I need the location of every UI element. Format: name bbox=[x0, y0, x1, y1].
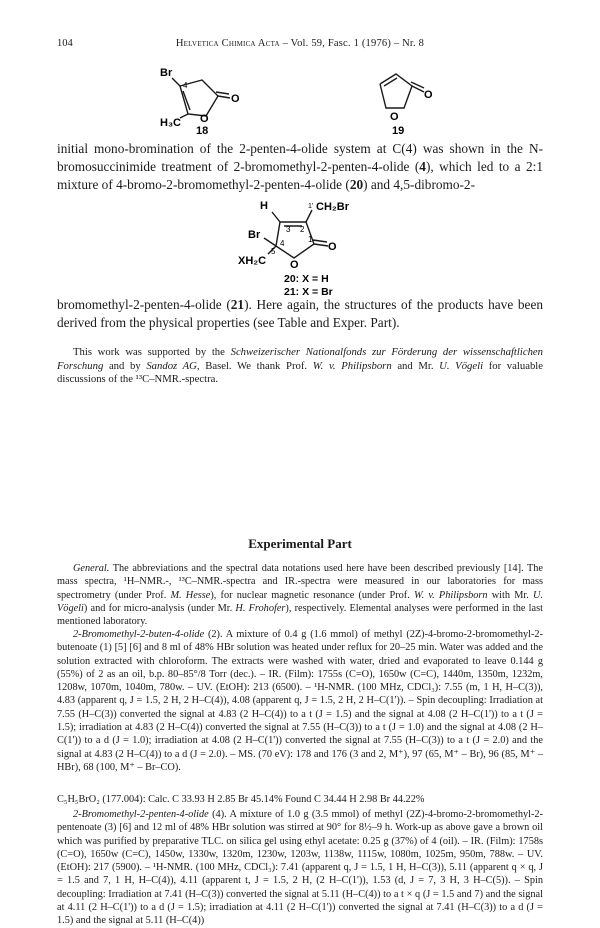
general-person: W. v. Philipsborn bbox=[413, 589, 488, 601]
carbonyl-oxygen-label: O bbox=[424, 89, 433, 101]
compound-ref: 20 bbox=[349, 177, 364, 192]
ring-oxygen-label: O bbox=[390, 111, 399, 123]
journal-citation bbox=[57, 38, 543, 49]
running-header bbox=[57, 38, 543, 54]
ring-oxygen-label: O bbox=[290, 259, 299, 271]
journal-name: Helvetica Chimica Acta bbox=[175, 38, 280, 49]
ack-text: and Mr. bbox=[391, 359, 440, 372]
general-person: M. Hesse bbox=[170, 589, 211, 601]
position-4-label: 4 bbox=[280, 239, 285, 248]
ack-funder: Schweizerischer Nationalfonds zur Förderung der wissenschaftlichen Forschung bbox=[57, 346, 544, 372]
ack-text: for valuable discussions of the ¹³C–NMR.-spectra. bbox=[57, 359, 543, 385]
ack-person: W. v. Philipsborn bbox=[312, 359, 392, 372]
general-text: ), respectively. Elemental analyses were performed in the last mentioned laboratory. bbox=[57, 602, 543, 628]
compound-number-18: 18 bbox=[196, 125, 209, 136]
position-1-label: 1 bbox=[308, 235, 313, 244]
general-person: H. Frohofer bbox=[235, 602, 286, 614]
compound-label-21: 21: X = Br bbox=[284, 286, 333, 296]
compound-number-19: 19 bbox=[392, 125, 405, 136]
body-paragraph-1 bbox=[57, 140, 543, 194]
carbonyl-oxygen-label: O bbox=[231, 93, 240, 105]
general-person: U. Vögeli bbox=[57, 589, 543, 614]
ack-company: Sandoz AG bbox=[146, 359, 197, 372]
position-5-label: 5 bbox=[271, 247, 276, 256]
para1-text-a: initial mono-bromination of the 2-penten-4-olide system at C(4) was shown in the N-bromosuccinimide treatment of 2-bromomethyl-2-penten-4-olide ( bbox=[57, 141, 543, 174]
ack-text: , Basel. We thank Prof. bbox=[196, 359, 313, 372]
structure-18 bbox=[150, 58, 250, 136]
compound-4-text: (4). A mixture of 1.0 g (3.5 mmol) of methyl (2Z)-4-bromo-2-bromomethyl-2-pentenoate (3) [6] and 12 ml of 48% HBr solution was stirred at 90° for 8½–9 h. Work-up as above gave a brown oil which was purified by preparative TLC. on silica gel using ethyl acetate: 0.25 g (37%) of 4 (oil). – IR. (Film): 1758s (C=O), 1650w (C=C), 1450w, 1330w, 1320m, 1230w, 1203w, 1138w, 1115w, 1080m, 1025m, 950m, 788w. – UV. (EtOH): 217 (5900). – ¹H-NMR. (100 MHz, CDCl₃): 7.41 (apparent q, J = 1.5, 1 H, H–C(3)), 5.11 (apparent q × q, J = 1.5 and 7, 1 H, H–C(4)), 4.11 (apparent t, J = 1.5, 2 H, (2 H–C(1')), 1.53 (d, J = 7, 3 H, 3 H–C(5)). – Spin decoupling: Irradiation at 7.41 (H–C(3)) converted the signal at 5.11 (H–C(4)) to a t × q (J = 1.5 and 7) and the signal at 4.11 (2 H–C(1')) to a d (J = 1.5); irradiation at 4.11 (2 H–C(1')) converted the signal at 7.41 (H–C(3)) to a d (J = 1.5) and the signal at 5.11 (H–C(4)) bbox=[57, 809, 543, 927]
position-2-label: 2 bbox=[300, 225, 305, 234]
para1-text-e: ) and 4,5-dibromo-2- bbox=[363, 177, 476, 192]
xh2c-label: XH₂C bbox=[238, 255, 267, 267]
compound-ref: 4 bbox=[419, 159, 426, 174]
ack-text: This work was supported by the bbox=[73, 346, 231, 358]
compound-ref: 21 bbox=[230, 297, 245, 312]
general-heading: General. bbox=[73, 563, 110, 574]
section-title: Experimental Part bbox=[248, 536, 352, 551]
general-text: with Mr. bbox=[487, 589, 533, 601]
structure-19 bbox=[360, 58, 460, 136]
carbonyl-oxygen-label: O bbox=[328, 241, 337, 253]
bromomethyl-label: CH₂Br bbox=[316, 201, 349, 213]
para2-text-a: bromomethyl-2-penten-4-olide ( bbox=[57, 297, 231, 312]
compound-2-text: (2). A mixture of 0.4 g (1.6 mmol) of methyl (2Z)-4-bromo-2-bromomethyl-2-butenoate (1) [5] [6] and 8 ml of 48% HBr solution was heated under reflux for 20–25 min. Water was added and the solution extracted with chloroform. The extracts were washed with water, dried and evaporated to leave 0.144 g (55%) of 2 as an oil, b.p. 80–85°/8 Torr (dec.). – IR. (Film): 1755s (C=O), 1650w (C=C), 1440m, 1350m, 1232m, 1208w, 1070m, 1040m, 780w. – UV. (EtOH): 213 (6500). – ¹H-NMR. (100 MHz, CDCl₃): 7.55 (m, 1 H, H–C(3)), 4.83 (apparent q, J = 1.5, 2 H, 2 H–C(4)), 4.08 (apparent q, J = 1.5, 2 H, 2 H–C(1')). – Spin decoupling: Irradiation at 7.55 (H–C(3)) converted the signal at 4.83 (2 H–C(4)) to a t (J = 1.5) and the signal at 4.08 (2 H–C(1')) to a t (J = 1.5); irradiation at 4.83 (2 H–C(4)) converted the signal at 7.55 (H–C(3)) to a t (J = 1.0) and the signal at 4.08 (2 H–C(1')) to a d (J = 1.0); irradiation at 4.08 (2 H–C(1')) converted the signal at 7.55 (H–C(3)) to a t (J = 2.0) and the signal at 4.83 (2 H–C(4)) to a d (J = 2.0). – MS. (70 eV): 178 and 176 (3 and 2, M⁺), 97 (65, M⁺ – Br), 96 (85, M⁺ – HBr), 68 (100, M⁺ – Br–CO). bbox=[57, 629, 543, 773]
general-paragraph bbox=[57, 562, 543, 628]
para2-text-c: ). Here again, the structures of the products have been derived from the physical properties (see Table and Exper. Part). bbox=[57, 297, 543, 330]
compound-label-20: 20: X = H bbox=[284, 273, 329, 285]
structure-20-21 bbox=[238, 196, 368, 296]
acknowledgement bbox=[57, 346, 543, 387]
journal-volume: – Vol. 59, Fasc. 1 (1976) – Nr. 8 bbox=[279, 38, 425, 49]
ack-person: U. Vögeli bbox=[439, 359, 484, 372]
ring-oxygen-label: O bbox=[200, 113, 209, 125]
position-4-label: 4 bbox=[183, 81, 188, 90]
bromo-label: Br bbox=[248, 229, 261, 241]
compound-4-heading: 2-Bromomethyl-2-penten-4-olide bbox=[73, 809, 209, 820]
methyl-label: H₃C bbox=[160, 117, 181, 129]
general-text: ) and for micro-analysis (under Mr. bbox=[83, 602, 236, 614]
para1-text-c: ), which led to a 2:1 mixture of 4-bromo-2-bromomethyl-2-penten-4-olide ( bbox=[57, 159, 543, 192]
page-number: 104 bbox=[57, 38, 73, 49]
ack-text: and by bbox=[103, 359, 147, 372]
general-text: ), for nuclear magnetic resonance (under Prof. bbox=[210, 589, 414, 601]
compound-2-heading: 2-Bromomethyl-2-buten-4-olide bbox=[73, 629, 205, 640]
experimental-compound-2 bbox=[57, 628, 543, 774]
bromo-label: Br bbox=[160, 67, 173, 79]
experimental-compound-4 bbox=[57, 808, 543, 928]
body-paragraph-2 bbox=[57, 296, 543, 332]
hydrogen-label: H bbox=[260, 200, 268, 212]
position-3-label: 3 bbox=[286, 225, 291, 234]
general-text: The abbreviations and the spectral data notations used here have been described previously [14]. The mass spectra, ¹H–NMR.-, ¹³C–NMR.-spectra and IR.-spectra were measured in our laboratories for mass spectrometry (under Prof. bbox=[57, 563, 543, 601]
position-1prime-label: 1' bbox=[308, 203, 314, 210]
elemental-analysis: C₅H₅BrO₂ (177.004): Calc. C 33.93 H 2.85 Br 45.14% Found C 34.44 H 2.98 Br 44.22% bbox=[57, 794, 425, 805]
